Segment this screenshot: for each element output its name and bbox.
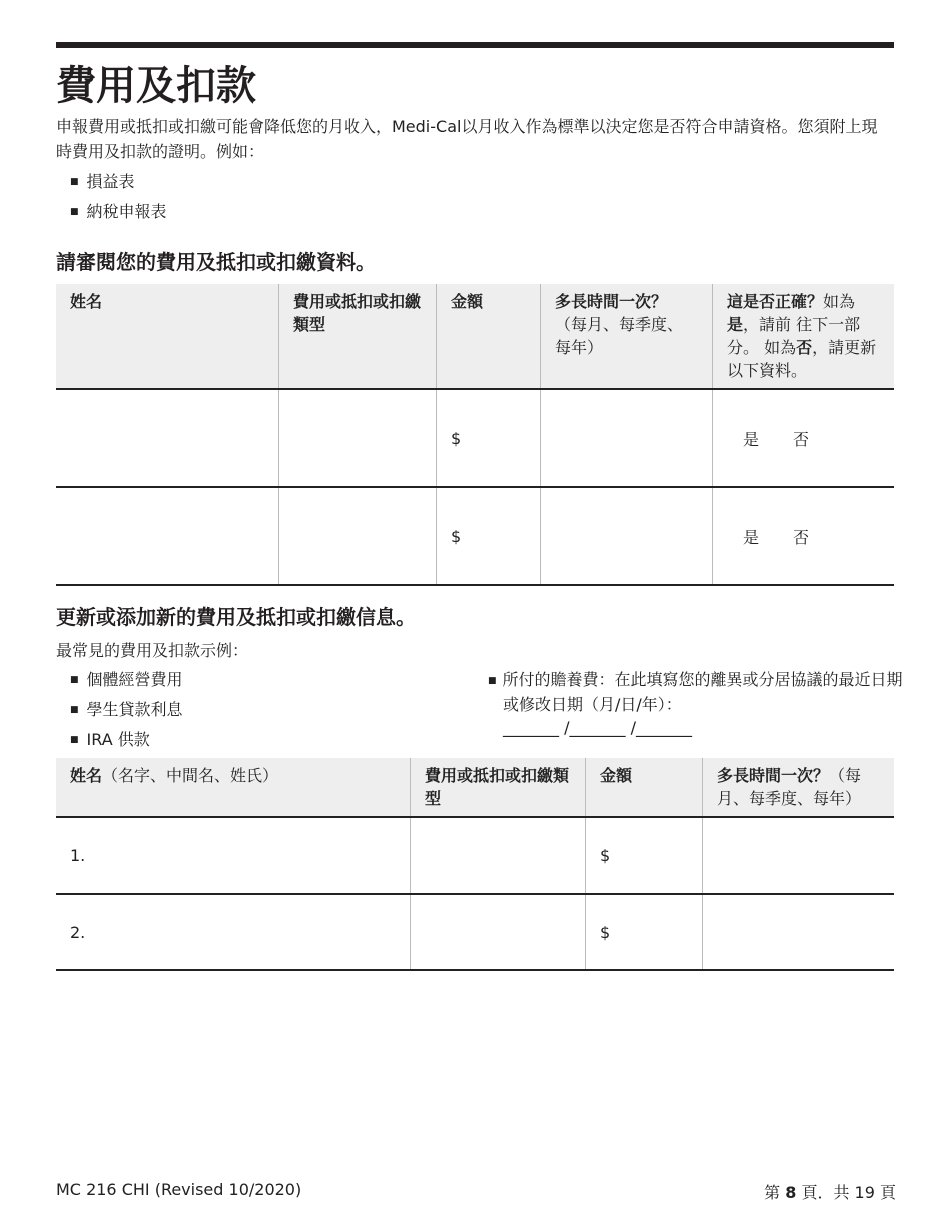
proof-list	[70, 167, 167, 227]
update-heading: 更新或添加新的費用及抵扣或扣繳信息。	[56, 605, 416, 629]
review-table	[56, 284, 894, 586]
list-item: ■ 納稅申報表	[70, 197, 167, 227]
review-heading: 請審閱您的費用及抵扣或扣繳資料。	[56, 250, 376, 274]
no-option[interactable]: 否	[793, 429, 810, 449]
amount-field[interactable]: $	[586, 894, 703, 970]
frequency-field[interactable]	[703, 817, 895, 894]
list-item: ■ 損益表	[70, 167, 167, 197]
alimony-item: ■ 所付的贍養費：在此填寫您的離異或分居協議的最近日期或修改日期（月/日/年）：	[488, 670, 903, 714]
col-amount: 金額	[437, 284, 541, 389]
examples-list	[70, 665, 183, 755]
date-field[interactable]: _______ /_______ /_______	[503, 718, 692, 737]
yes-option[interactable]: 是	[743, 527, 760, 547]
page-title: 費用及扣款	[56, 63, 256, 109]
frequency-field[interactable]	[541, 389, 713, 487]
col-name: 姓名	[56, 284, 279, 389]
col-frequency: 多長時間一次？ （每月、每季度、每年）	[541, 284, 713, 389]
amount-field[interactable]: $	[437, 487, 541, 585]
examples-label: 最常見的費用及扣款示例：	[56, 641, 249, 660]
page-number: 第 8 頁．共 19 頁	[764, 1183, 896, 1202]
list-item: ■ 學生貸款利息	[70, 695, 183, 725]
intro-text: 申報費用或抵扣或扣繳可能會降低您的月收入，Medi-Cal以月收入作為標準以決定您是否符合申請資格。您須附上現時費用及扣款的證明。例如：	[56, 117, 878, 161]
top-rule	[56, 42, 894, 48]
no-option[interactable]: 否	[793, 527, 810, 547]
name-field[interactable]: 2.	[56, 894, 411, 970]
form-id: MC 216 CHI (Revised 10/2020)	[56, 1180, 302, 1199]
col-name: 姓名（名字、中間名、姓氏）	[56, 758, 411, 817]
table-row	[56, 389, 894, 487]
table-row	[56, 817, 894, 894]
frequency-field[interactable]	[703, 894, 895, 970]
list-item: ■ 個體經營費用	[70, 665, 183, 695]
update-table	[56, 758, 894, 971]
list-item: ■ IRA 供款	[70, 725, 183, 755]
name-field[interactable]: 1.	[56, 817, 411, 894]
type-field[interactable]	[411, 894, 586, 970]
table-row	[56, 894, 894, 970]
name-field[interactable]	[56, 389, 279, 487]
col-type: 費用或抵扣或扣繳類型	[279, 284, 437, 389]
type-field[interactable]	[411, 817, 586, 894]
col-correct: 這是否正確？如為是，請前 往下一部分。 如為否，請更新以下資料。	[713, 284, 895, 389]
col-frequency: 多長時間一次？（每月、每季度、每年）	[703, 758, 895, 817]
name-field[interactable]	[56, 487, 279, 585]
frequency-field[interactable]	[541, 487, 713, 585]
col-type: 費用或抵扣或扣繳類型	[411, 758, 586, 817]
type-field[interactable]	[279, 389, 437, 487]
yes-option[interactable]: 是	[743, 429, 760, 449]
table-row	[56, 487, 894, 585]
col-amount: 金額	[586, 758, 703, 817]
type-field[interactable]	[279, 487, 437, 585]
amount-field[interactable]: $	[586, 817, 703, 894]
amount-field[interactable]: $	[437, 389, 541, 487]
